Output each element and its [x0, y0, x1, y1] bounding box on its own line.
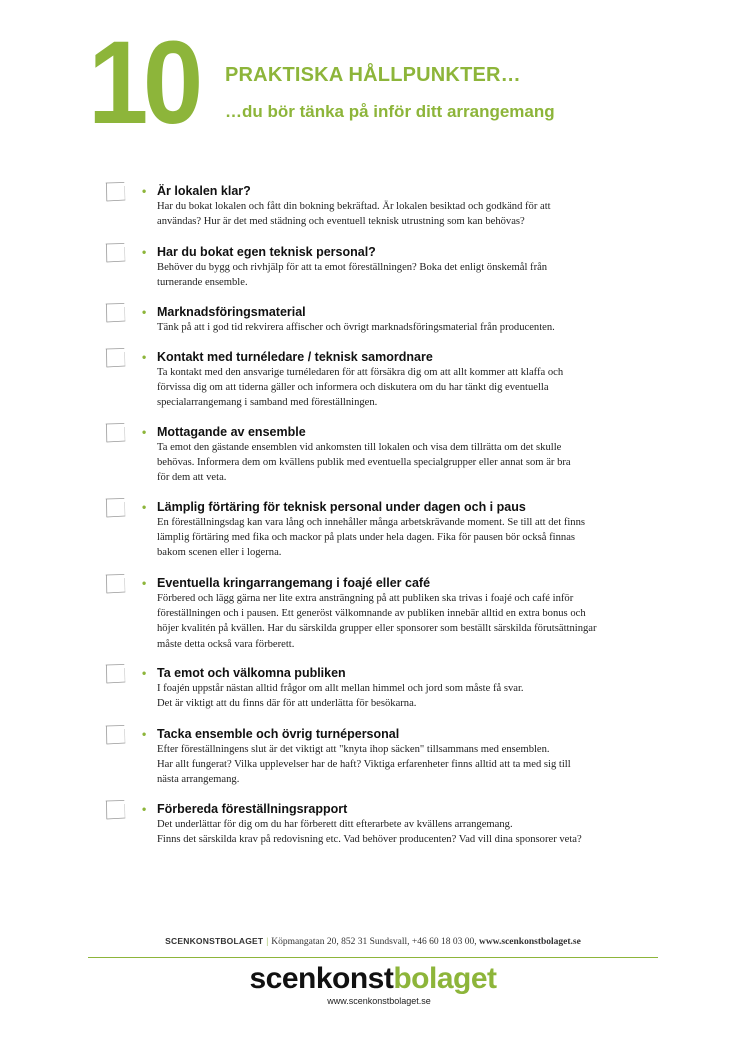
item-heading: Mottagande av ensemble [157, 425, 306, 439]
logo [0, 962, 746, 996]
item-body-line: Tänk på att i god tid rekvirera affischer och övrigt marknadsföringsmaterial från producenten. [157, 322, 555, 333]
item-body-line: Ta kontakt med den ansvarige turnéledaren för att försäkra dig om att allt kommer att klaffa och [157, 367, 564, 378]
item-body-line: Efter föreställningens slut är det viktigt att "knyta ihop säcken" tillsammans med ensemblen. [157, 744, 550, 755]
item-heading: Kontakt med turnéledare / teknisk samordnare [157, 350, 433, 364]
item-heading: Eventuella kringarrangemang i foajé eller café [157, 576, 431, 590]
item-body-line: behövas. Informera dem om kvällens publik med eventuella specialgrupper eller annat som är bra [157, 457, 571, 469]
footer-address-line [0, 936, 746, 947]
item-body [157, 320, 657, 335]
item-heading: Tacka ensemble och övrig turnépersonal [157, 727, 400, 741]
item-body [157, 817, 657, 847]
item-body-line: nästa arrangemang. [157, 774, 240, 786]
item-body-line: Ta emot den gästande ensemblen vid ankomsten till lokalen och visa dem tillrätta om det skulle [157, 442, 562, 453]
item-body [157, 515, 657, 561]
bullet: • [142, 666, 147, 680]
checkbox-icon[interactable] [104, 662, 128, 686]
footer-brand: SCENKONSTBOLAGET [165, 936, 264, 946]
item-body [157, 440, 657, 486]
item-heading: Har du bokat egen teknisk personal? [157, 245, 376, 259]
bullet: • [142, 245, 147, 259]
checkbox-icon[interactable] [104, 301, 128, 325]
item-body [157, 260, 657, 290]
checkbox-icon[interactable] [104, 421, 128, 445]
footer-website[interactable]: www.scenkonstbolaget.se [478, 937, 581, 947]
footer-separator: | [266, 937, 269, 947]
item-body-line: specialarrangemang i samband med föreställningen. [157, 397, 378, 409]
item-body [157, 199, 657, 229]
logo-text-green: bolaget [393, 962, 497, 995]
item-body-line: föreställningen och i pausen. Ett generöst välkomnande av publiken innebär alltid en extra bonus och [157, 608, 586, 620]
item-heading: Lämplig förtäring för teknisk personal under dagen och i paus [157, 500, 526, 514]
checkbox-icon[interactable] [104, 496, 128, 520]
page-title: PRAKTISKA HÅLLPUNKTER… [225, 64, 521, 86]
item-body-line: användas? Hur är det med städning och eventuell teknisk utrustning som kan behövas? [157, 216, 525, 228]
bullet: • [142, 802, 147, 816]
bullet: • [142, 305, 147, 319]
item-body-line: Finns det särskilda krav på redovisning etc. Vad behöver producenten? Vad vill dina sponsorer veta? [157, 834, 582, 846]
item-heading: Förbereda föreställningsrapport [157, 802, 348, 816]
checkbox-icon[interactable] [104, 180, 128, 204]
item-body-line: Det är viktigt att du finns där för att underlätta för besökarna. [157, 698, 417, 710]
checkbox-icon[interactable] [104, 346, 128, 370]
item-body-line: En föreställningsdag kan vara lång och innehåller många arbetskrävande moment. Se till att det finns [157, 517, 586, 528]
checkbox-icon[interactable] [104, 572, 128, 596]
item-body-line: måste detta också vara förberett. [157, 638, 295, 650]
item-body-line: Förbered och lägg gärna ner lite extra ansträngning på att publiken ska trivas i foajé och café inför [157, 593, 574, 604]
item-body [157, 681, 657, 711]
item-body-line: Behöver du bygg och rivhjälp för att ta emot föreställningen? Boka det enligt önskemål från [157, 262, 548, 273]
item-heading: Ta emot och välkomna publiken [157, 666, 346, 680]
bullet: • [142, 350, 147, 364]
item-body [157, 742, 657, 788]
footer-address: Köpmangatan 20, 852 31 Sundsvall, +46 60 18 03 00, [271, 937, 477, 947]
logo-text-dark: scenkonst [249, 962, 394, 995]
item-body-line: Har allt fungerat? Vilka upplevelser har de haft? Viktiga erfarenheter finns alltid att ta med sig till [157, 759, 571, 771]
checkbox-icon[interactable] [104, 723, 128, 747]
checkbox-icon[interactable] [104, 798, 128, 822]
checkbox-icon[interactable] [104, 241, 128, 265]
item-body-line: för dem att veta. [157, 472, 227, 484]
bullet: • [142, 184, 147, 198]
item-body-line: I foajén uppstår nästan alltid frågor om allt mellan himmel och jord som måste få svar. [157, 683, 524, 694]
item-body-line: lämplig förtäring med fika och mackor på plats under hela dagen. Fika för pausen bör också finnas [157, 532, 576, 544]
logo-url[interactable]: www.scenkonstbolaget.se [327, 996, 431, 1006]
item-body-line: turnerande ensemble. [157, 277, 248, 289]
item-body-line: höjer kvalitén på kvällen. Har du särskilda grupper eller sponsorer som beställt särskilda förutsättningar [157, 623, 597, 635]
item-heading: Marknadsföringsmaterial [157, 305, 306, 319]
bullet: • [142, 727, 147, 741]
item-body-line: Har du bokat lokalen och fått din bokning bekräftad. Är lokalen besiktad och godkänd för att [157, 201, 551, 212]
page-subtitle: …du bör tänka på inför ditt arrangemang [225, 102, 555, 121]
item-heading: Är lokalen klar? [157, 184, 251, 198]
bullet: • [142, 425, 147, 439]
item-body [157, 365, 657, 411]
big-number: 10 [88, 17, 198, 149]
item-body-line: bakom scenen eller i logerna. [157, 547, 282, 559]
bullet: • [142, 576, 147, 590]
item-body-line: förvissa dig om att tiderna gäller och informera och diskutera om du har tänkt dig eventuella [157, 382, 549, 394]
item-body [157, 591, 657, 652]
item-body-line: Det underlättar för dig om du har förberett ditt efterarbete av kvällens arrangemang. [157, 819, 513, 830]
footer-divider [88, 957, 658, 958]
bullet: • [142, 500, 147, 514]
